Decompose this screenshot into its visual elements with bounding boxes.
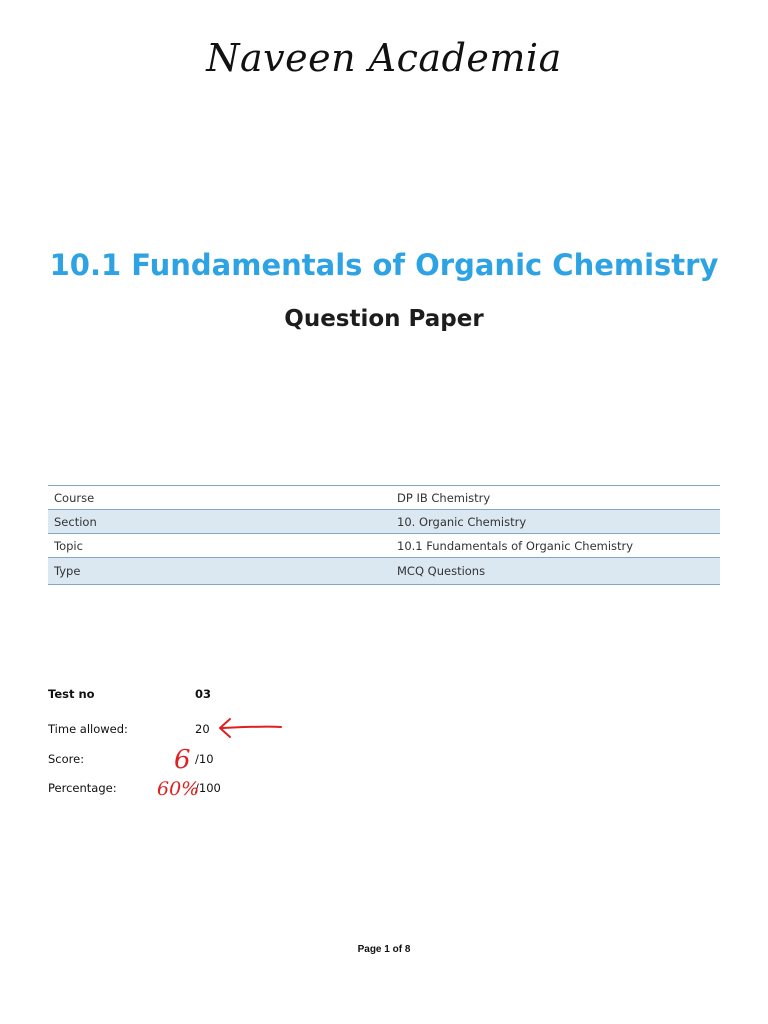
type-value: MCQ Questions: [391, 558, 720, 585]
table-row: [48, 558, 720, 585]
table-row: [48, 534, 720, 558]
type-label: Type: [48, 558, 391, 585]
topic-label: Topic: [54, 538, 83, 553]
test-no-label: Test no: [48, 687, 95, 701]
percentage-value: /100: [195, 781, 221, 795]
topic-value: 10.1 Fundamentals of Organic Chemistry: [397, 538, 634, 553]
section-value: 10. Organic Chemistry: [391, 510, 720, 534]
course-label: Course: [54, 490, 95, 505]
paper-title: 10.1 Fundamentals of Organic Chemistry: [49, 248, 719, 282]
score-value: /10: [195, 752, 214, 766]
table-row: [48, 486, 720, 510]
page-number: Page 1 of 8: [357, 944, 411, 955]
percentage-label: Percentage:: [48, 781, 117, 795]
table-row: [48, 510, 720, 534]
section-label: Section: [48, 510, 391, 534]
course-info-table: [48, 485, 720, 585]
paper-subtitle: Question Paper: [284, 306, 484, 332]
time-allowed-label: Time allowed:: [48, 722, 128, 736]
test-no-value: 03: [195, 687, 212, 701]
handwritten-percentage: 60%: [157, 778, 200, 800]
time-allowed-value: 20: [195, 722, 210, 736]
score-label: Score:: [48, 752, 85, 766]
academy-name: Naveen Academia: [206, 36, 562, 80]
handwritten-score: 6: [174, 745, 191, 775]
course-value: DP IB Chemistry: [397, 490, 491, 505]
hand-drawn-arrow-icon: [214, 716, 284, 740]
